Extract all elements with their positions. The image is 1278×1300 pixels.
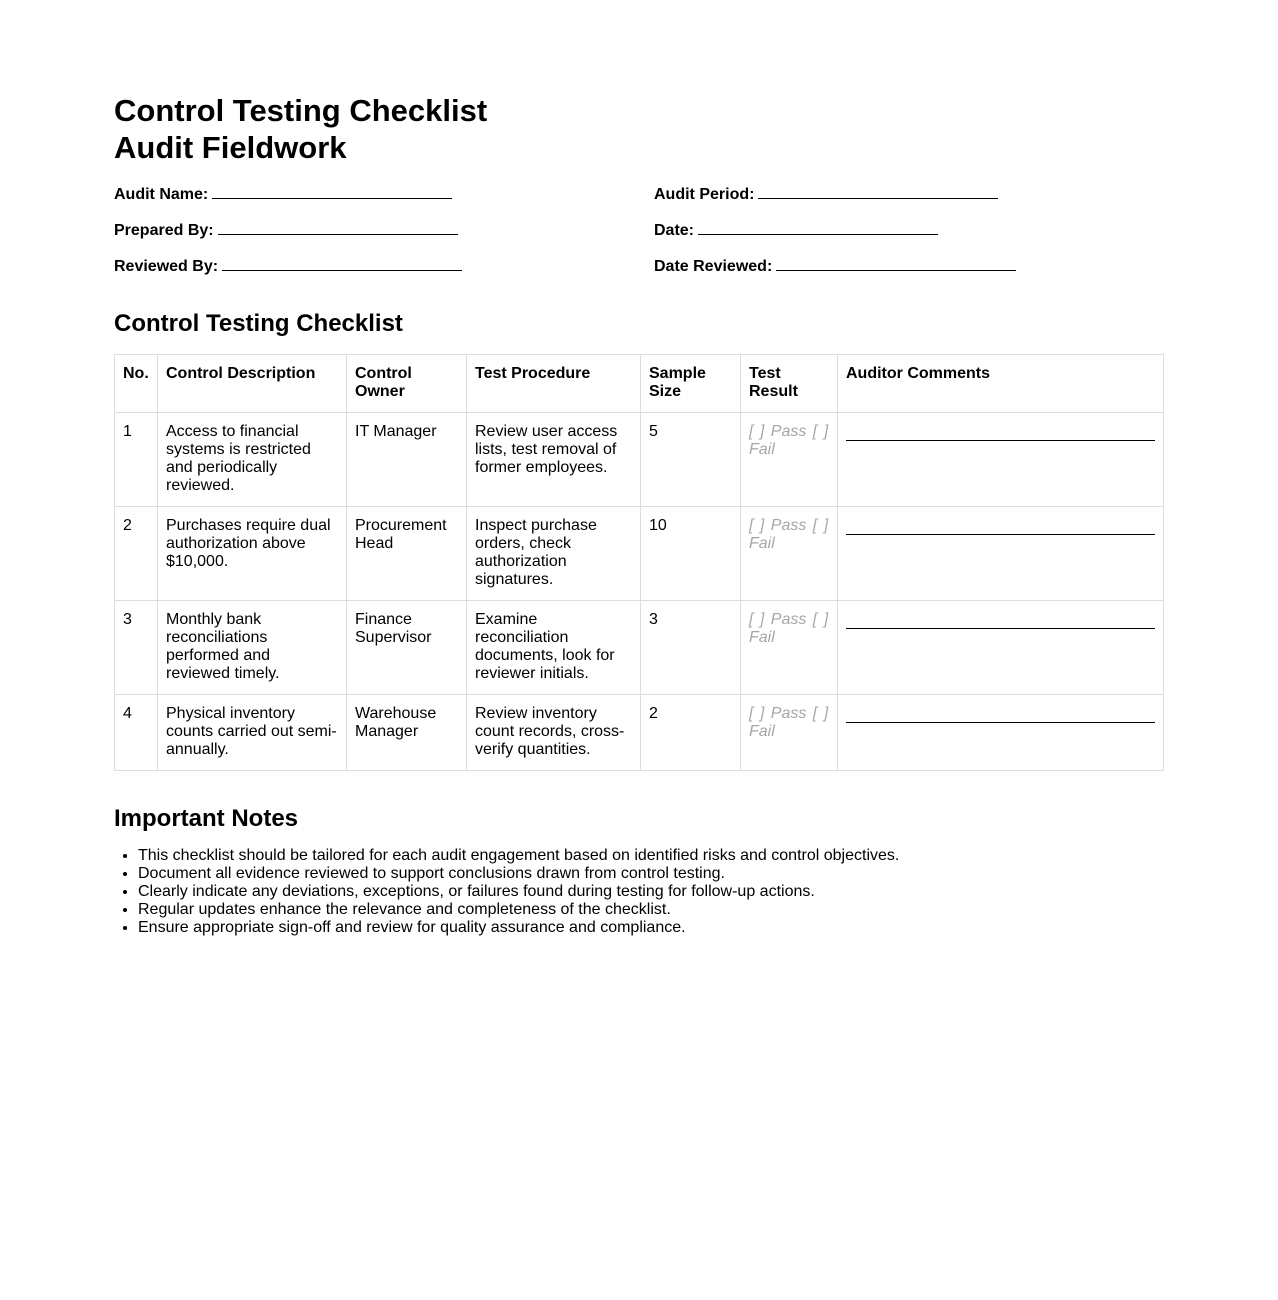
column-header-owner: Control Owner — [347, 355, 467, 413]
prepared-by-label: Prepared By: — [114, 222, 214, 239]
sample-size: 2 — [641, 695, 741, 771]
checklist-heading: Control Testing Checklist — [114, 310, 403, 337]
test-result-cell[interactable] — [741, 601, 838, 695]
reviewed-by-blank[interactable] — [222, 255, 462, 271]
notes-list — [114, 847, 1164, 937]
control-owner: IT Manager — [347, 413, 467, 507]
list-item: • Clearly indicate any deviations, exceptions, or failures found during testing for follow-up actions. — [138, 883, 1164, 901]
control-description: Monthly bank reconciliations performed and reviewed timely. — [158, 601, 347, 695]
row-number: 2 — [115, 507, 158, 601]
audit-period-label: Audit Period: — [654, 186, 755, 203]
date-blank[interactable] — [698, 219, 938, 235]
auditor-comments-cell[interactable] — [838, 507, 1164, 601]
test-result-options[interactable]: [ ] Pass [ ] Fail — [749, 611, 829, 646]
table-row — [115, 413, 1164, 507]
prepared-by-blank[interactable] — [218, 219, 458, 235]
row-number: 3 — [115, 601, 158, 695]
table-row — [115, 695, 1164, 771]
sample-size: 10 — [641, 507, 741, 601]
column-header-test-result: Test Result — [741, 355, 838, 413]
row-number: 1 — [115, 413, 158, 507]
document-title-line1: Control Testing Checklist — [114, 93, 488, 128]
list-item: • Ensure appropriate sign-off and review for quality assurance and compliance. — [138, 919, 1164, 937]
audit-info-fields — [114, 183, 1164, 275]
auditor-comments-cell[interactable] — [838, 601, 1164, 695]
control-owner: Procurement Head — [347, 507, 467, 601]
document-title — [114, 92, 1164, 166]
control-description: Purchases require dual authorization above $10,000. — [158, 507, 347, 601]
column-header-description: Control Description — [158, 355, 347, 413]
table-header-row — [115, 355, 1164, 413]
audit-period-field — [654, 183, 1164, 203]
audit-name-blank[interactable] — [212, 183, 452, 199]
notes-heading: Important Notes — [114, 805, 299, 832]
list-item: • Document all evidence reviewed to support conclusions drawn from control testing. — [138, 865, 1164, 883]
sample-size: 3 — [641, 601, 741, 695]
control-owner: Finance Supervisor — [347, 601, 467, 695]
auditor-comments-blank[interactable] — [846, 517, 1155, 535]
reviewed-by-field — [114, 255, 654, 275]
test-result-options[interactable]: [ ] Pass [ ] Fail — [749, 423, 829, 458]
test-result-cell[interactable] — [741, 695, 838, 771]
test-result-cell[interactable] — [741, 413, 838, 507]
date-reviewed-field — [654, 255, 1164, 275]
auditor-comments-blank[interactable] — [846, 423, 1155, 441]
date-label: Date: — [654, 222, 695, 239]
audit-period-blank[interactable] — [758, 183, 998, 199]
audit-name-label: Audit Name: — [114, 186, 209, 203]
date-reviewed-label: Date Reviewed: — [654, 258, 773, 275]
column-header-procedure: Test Procedure — [467, 355, 641, 413]
test-result-options[interactable]: [ ] Pass [ ] Fail — [749, 705, 829, 740]
list-item: • This checklist should be tailored for each audit engagement based on identified risks and control objectives. — [138, 847, 1164, 865]
audit-name-field — [114, 183, 654, 203]
row-number: 4 — [115, 695, 158, 771]
sample-size: 5 — [641, 413, 741, 507]
checklist-table — [114, 354, 1164, 771]
table-row — [115, 601, 1164, 695]
prepared-by-field — [114, 219, 654, 239]
test-result-cell[interactable] — [741, 507, 838, 601]
auditor-comments-blank[interactable] — [846, 611, 1155, 629]
list-item: • Regular updates enhance the relevance and completeness of the checklist. — [138, 901, 1164, 919]
test-procedure: Review inventory count records, cross-verify quantities. — [467, 695, 641, 771]
date-reviewed-blank[interactable] — [776, 255, 1016, 271]
auditor-comments-blank[interactable] — [846, 705, 1155, 723]
column-header-sample-size: Sample Size — [641, 355, 741, 413]
auditor-comments-cell[interactable] — [838, 695, 1164, 771]
auditor-comments-cell[interactable] — [838, 413, 1164, 507]
control-owner: Warehouse Manager — [347, 695, 467, 771]
control-description: Physical inventory counts carried out semi-annually. — [158, 695, 347, 771]
table-row — [115, 507, 1164, 601]
test-procedure: Review user access lists, test removal of former employees. — [467, 413, 641, 507]
column-header-comments: Auditor Comments — [838, 355, 1164, 413]
test-procedure: Examine reconciliation documents, look for reviewer initials. — [467, 601, 641, 695]
column-header-no: No. — [115, 355, 158, 413]
date-field — [654, 219, 1164, 239]
test-procedure: Inspect purchase orders, check authorization signatures. — [467, 507, 641, 601]
document-title-line2: Audit Fieldwork — [114, 130, 347, 165]
test-result-options[interactable]: [ ] Pass [ ] Fail — [749, 517, 829, 552]
control-description: Access to financial systems is restricted and periodically reviewed. — [158, 413, 347, 507]
reviewed-by-label: Reviewed By: — [114, 258, 219, 275]
